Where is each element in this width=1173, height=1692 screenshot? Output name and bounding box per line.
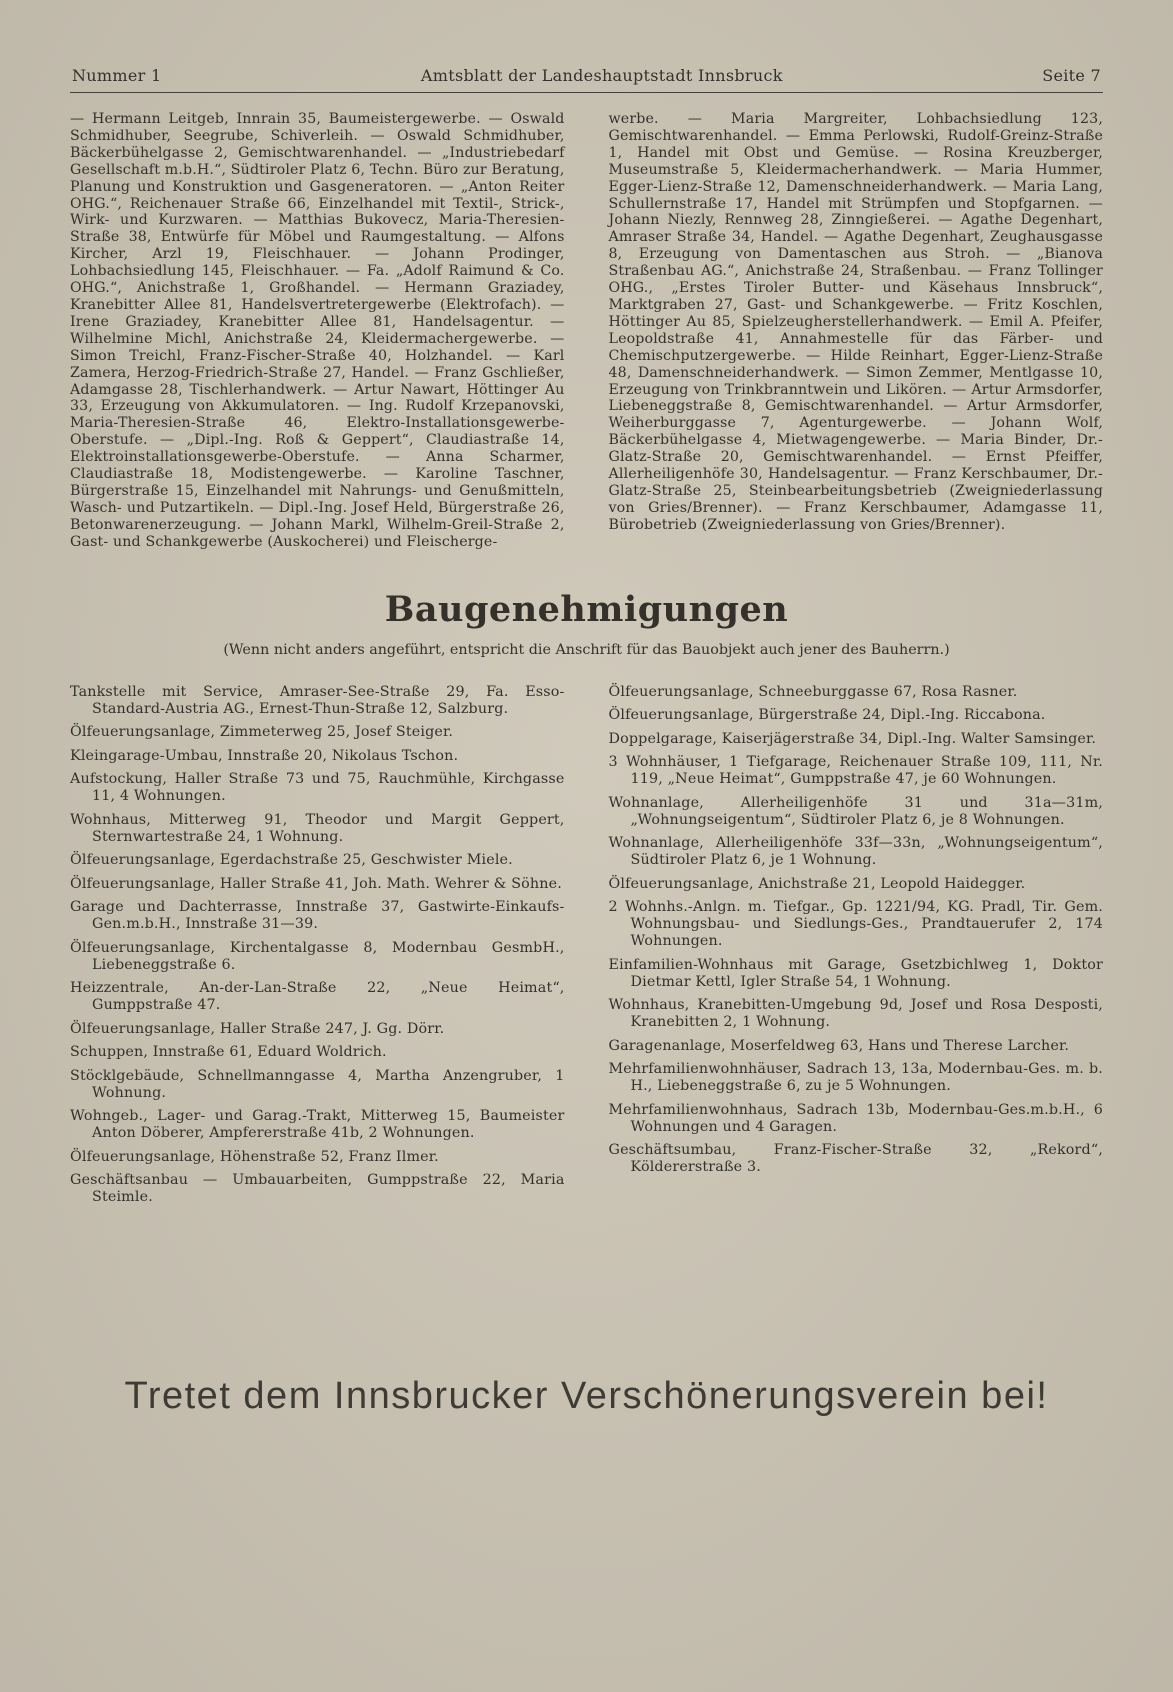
permit-entry: Doppelgarage, Kaiserjägerstraße 34, Dipl.-Ing. Walter Samsinger.	[608, 730, 1097, 747]
permit-entry: Aufstockung, Haller Straße 73 und 75, Rauchmühle, Kirchgasse 11, 4 Wohnungen.	[70, 771, 565, 805]
permit-entry: Stöcklgebäude, Schnellmanngasse 4, Martha Anzengruber, 1 Wohnung.	[70, 1067, 565, 1101]
section-title: Baugenehmigungen	[384, 588, 789, 630]
permit-entry: Ölfeuerungsanlage, Egerdachstraße 25, Geschwister Miele.	[70, 852, 513, 869]
permit-entry: 3 Wohnhäuser, 1 Tiefgarage, Reichenauer Straße 109, 111, Nr. 119, „Neue Heimat“, Gumppstraße 47, je 60 Wohnungen.	[608, 754, 1103, 788]
section-subtitle: (Wenn nicht anders angeführt, entspricht die Anschrift für das Bauobjekt auch jener des Bauherrn.)	[223, 641, 950, 658]
building-permits-section	[70, 589, 1103, 1213]
permit-entry: 2 Wohnhs.-Anlgn. m. Tiefgar., Gp. 1221/94, KG. Pradl, Tir. Gem. Wohnungsbau- und Siedlungs-Ges., Prandtauerufer 2, 174 Wohnungen.	[608, 899, 1103, 950]
permit-entry: Ölfeuerungsanlage, Haller Straße 247, J. Gg. Dörr.	[70, 1020, 445, 1037]
footer-banner: Tretet dem Innsbrucker Verschönerungsverein bei!	[124, 1375, 1049, 1417]
permit-entry: Wohnhaus, Kranebitten-Umgebung 9d, Josef und Rosa Desposti, Kranebitten 2, 1 Wohnung.	[608, 997, 1103, 1031]
permit-entry: Ölfeuerungsanlage, Bürgerstraße 24, Dipl.-Ing. Riccabona.	[608, 707, 1046, 724]
permit-entry: Garagenanlage, Moserfeldweg 63, Hans und Therese Larcher.	[608, 1037, 1070, 1054]
permit-entry: Ölfeuerungsanlage, Zimmeterweg 25, Josef Steiger.	[70, 724, 454, 741]
permit-entry: Ölfeuerungsanlage, Haller Straße 41, Joh. Math. Wehrer & Söhne.	[70, 875, 562, 892]
permit-entry: Ölfeuerungsanlage, Anichstraße 21, Leopold Haidegger.	[608, 875, 1026, 892]
permit-entry: Geschäftsumbau, Franz-Fischer-Straße 32, „Rekord“, Köldererstraße 3.	[608, 1142, 1103, 1176]
permit-entry: Heizzentrale, An-der-Lan-Straße 22, „Neue Heimat“, Gumppstraße 47.	[70, 980, 565, 1014]
permit-entry: Ölfeuerungsanlage, Kirchentalgasse 8, Modernbau GesmbH., Liebeneggstraße 6.	[70, 939, 565, 973]
page-number: Seite 7	[1042, 66, 1101, 85]
permit-entry: Garage und Dachterrasse, Innstraße 37, Gastwirte-Einkaufs-Gen.m.b.H., Innstraße 31—39.	[70, 899, 565, 933]
permits-right-column	[609, 684, 1104, 1213]
trade-register-left-column: — Hermann Leitgeb, Innrain 35, Baumeistergewerbe. — Oswald Schmidhuber, Seegrube, Schiverleih. — Oswald Schmidhuber, Bäckerbühelgasse 2, Gemischtwarenhandel. — „Industriebedarf Gesellschaft m.b.H.“, Südtiroler Platz 6, Techn. Büro zur Beratung, Planung und Konstruktion und Gasgeneratoren. — „Anton Reiter OHG.“, Reichenauer Straße 66, Einzelhandel mit Textil-, Strick-, Wirk- und Kurzwaren. — Matthias Bukovecz, Maria-Theresien-Straße 38, Entwürfe für Möbel und Raumgestaltung. — Alfons Kircher, Arzl 19, Fleischhauer. — Johann Prodinger, Lohbachsiedlung 145, Fleischhauer. — Fa. „Adolf Raimund & Co. OHG.“, Anichstraße 1, Großhandel. — Hermann Graziadey, Kranebitter Allee 81, Handelsvertretergewerbe (Elektrofach). — Irene Graziadey, Kranebitter Allee 81, Handelsagentur. — Wilhelmine Michl, Anichstraße 24, Kleidermachergewerbe. — Simon Treichl, Franz-Fischer-Straße 40, Holzhandel. — Karl Zamera, Herzog-Friedrich-Straße 27, Handel. — Franz Gschließer, Adamgasse 28, Tischlerhandwerk. — Artur Nawart, Höttinger Au 33, Erzeugung von Akkumulatoren. — Ing. Rudolf Krzepanovski, Maria-Theresien-Straße 46, Elektro-Installationsgewerbe-Oberstufe. — „Dipl.-Ing. Roß & Geppert“, Claudiastraße 14, Elektroinstallationsgewerbe-Oberstufe. — Anna Scharmer, Claudiastraße 18, Modistengewerbe. — Karoline Taschner, Bürgerstraße 15, Einzelhandel mit Nahrungs- und Genußmitteln, Wasch- und Putzartikeln. — Dipl.-Ing. Josef Held, Bürgerstraße 26, Betonwarenerzeugung. — Johann Markl, Wilhelm-Greil-Straße 2, Gast- und Schankgewerbe (Auskocherei) und Fleischerge-	[70, 111, 565, 550]
permit-entry: Kleingarage-Umbau, Innstraße 20, Nikolaus Tschon.	[70, 747, 459, 764]
issue-number: Nummer 1	[72, 66, 162, 85]
permits-left-column	[70, 684, 565, 1213]
trade-register-section	[70, 111, 1103, 551]
header-rule	[70, 92, 1103, 93]
permit-entry: Schuppen, Innstraße 61, Eduard Woldrich.	[70, 1044, 387, 1061]
permits-columns	[70, 684, 1103, 1213]
permit-entry: Mehrfamilienwohnhaus, Sadrach 13b, Modernbau-Ges.m.b.H., 6 Wohnungen und 4 Garagen.	[608, 1101, 1103, 1135]
permit-entry: Ölfeuerungsanlage, Höhenstraße 52, Franz Ilmer.	[70, 1148, 439, 1165]
permit-entry: Tankstelle mit Service, Amraser-See-Straße 29, Fa. Esso-Standard-Austria AG., Ernest-Thun-Straße 12, Salzburg.	[70, 683, 565, 717]
page-header	[70, 66, 1103, 92]
permit-entry: Ölfeuerungsanlage, Schneeburggasse 67, Rosa Rasner.	[608, 683, 1018, 700]
permit-entry: Wohnanlage, Allerheiligenhöfe 33f—33n, „Wohnungseigentum“, Südtiroler Platz 6, je 1 Wohnung.	[608, 835, 1103, 869]
permit-entry: Mehrfamilienwohnhäuser, Sadrach 13, 13a, Modernbau-Ges. m. b. H., Liebeneggstraße 6, zu je 5 Wohnungen.	[608, 1061, 1103, 1095]
permit-entry: Wohnanlage, Allerheiligenhöfe 31 und 31a—31m, „Wohnungseigentum“, Südtiroler Platz 6, je 8 Wohnungen.	[608, 794, 1103, 828]
trade-register-right-column: werbe. — Maria Margreiter, Lohbachsiedlung 123, Gemischtwarenhandel. — Emma Perlowski, Rudolf-Greinz-Straße 1, Handel mit Obst und Gemüse. — Rosina Kreuzberger, Museumstraße 5, Kleidermacherhandwerk. — Maria Hummer, Egger-Lienz-Straße 12, Damenschneiderhandwerk. — Maria Lang, Schullernstraße 17, Handel mit Strümpfen und Stopfgarnen. — Johann Niezly, Rennweg 28, Zinngießerei. — Agathe Degenhart, Amraser Straße 34, Handel. — Agathe Degenhart, Zeughausgasse 8, Erzeugung von Damentaschen aus Stroh. — „Bianova Straßenbau AG.“, Anichstraße 24, Straßenbau. — Franz Tollinger OHG., „Erstes Tiroler Butter- und Käsehaus Innsbruck“, Marktgraben 27, Gast- und Schankgewerbe. — Fritz Koschlen, Höttinger Au 85, Spielzeugherstellerhandwerk. — Emil A. Pfeifer, Leopoldstraße 41, Annahmestelle für das Färber- und Chemischputzergewerbe. — Hilde Reinhart, Egger-Lienz-Straße 48, Damenschneiderhandwerk. — Simon Zemmer, Mentlgasse 10, Erzeugung von Trinkbranntwein und Likören. — Artur Armsdorfer, Liebeneggstraße 8, Gemischtwarenhandel. — Artur Armsdorfer, Weiherburggasse 7, Agenturgewerbe. — Johann Wolf, Bäckerbühelgasse 4, Mietwagengewerbe. — Maria Binder, Dr.-Glatz-Straße 20, Gemischtwarenhandel. — Ernst Pfeiffer, Allerheiligenhöfe 30, Handelsagentur. — Franz Kerschbaumer, Dr.-Glatz-Straße 25, Steinbearbeitungsbetrieb (Zweigniederlassung von Gries/Brenner). — Franz Kerschbaumer, Adamgasse 11, Bürobetrieb (Zweigniederlassung von Gries/Brenner).	[608, 111, 1103, 533]
page-header-title: Amtsblatt der Landeshauptstadt Innsbruck	[420, 66, 783, 85]
permit-entry: Wohngeb., Lager- und Garag.-Trakt, Mitterweg 15, Baumeister Anton Döberer, Ampfererstraße 41b, 2 Wohnungen.	[70, 1108, 565, 1142]
permit-entry: Geschäftsanbau — Umbauarbeiten, Gumppstraße 22, Maria Steimle.	[70, 1172, 565, 1206]
permit-entry: Wohnhaus, Mitterweg 91, Theodor und Margit Geppert, Sternwartestraße 24, 1 Wohnung.	[70, 811, 565, 845]
permit-entry: Einfamilien-Wohnhaus mit Garage, Gsetzbichlweg 1, Doktor Dietmar Kettl, Igler Straße 54, 1 Wohnung.	[608, 956, 1103, 990]
